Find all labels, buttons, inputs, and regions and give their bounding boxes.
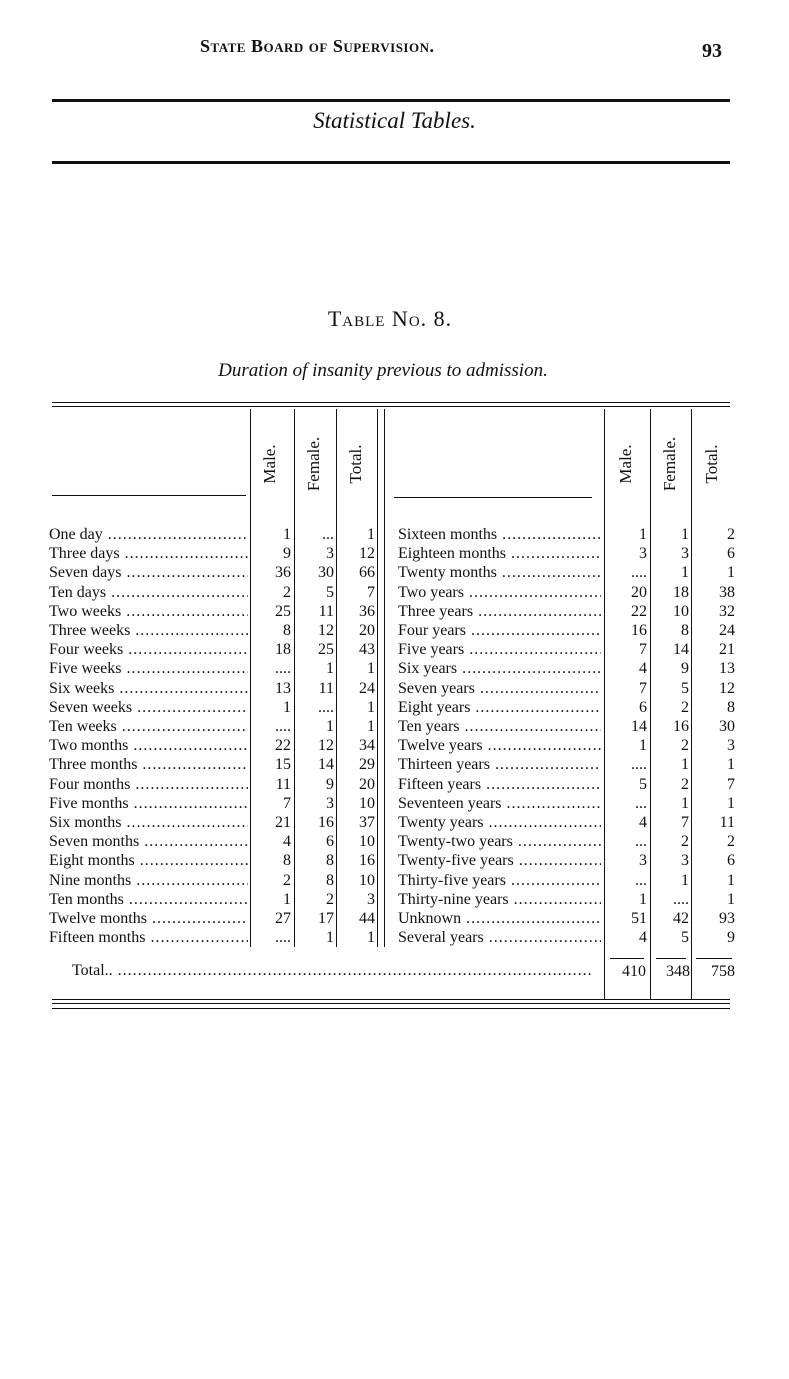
header-rule-left — [52, 495, 246, 496]
row-label: Two weeks ..... — [49, 602, 248, 621]
row-label: Eight months ..... — [49, 851, 248, 870]
total-values — [0, 962, 789, 981]
total-rule-female — [656, 958, 686, 959]
row-label: Ten years ..... — [398, 717, 601, 736]
row-label: Thirteen years ..... — [398, 755, 601, 774]
row-label: Unknown ..... — [398, 909, 601, 928]
row-label: Seven weeks ..... — [49, 698, 248, 717]
row-label: Four years ..... — [398, 621, 601, 640]
header-rule-bottom — [52, 161, 730, 164]
table-title: Table No. 8. — [327, 306, 453, 331]
male-value: 1 — [639, 526, 647, 543]
total-value: 38 — [719, 583, 735, 601]
row-label: Twenty years ..... — [398, 813, 601, 832]
female-value: 11 — [318, 679, 334, 697]
female-value: 14 — [673, 641, 689, 659]
female-value: 1 — [681, 526, 689, 543]
table-row — [0, 813, 789, 832]
male-value: 1 — [639, 890, 647, 908]
table-row — [0, 621, 789, 640]
total-value: 1 — [727, 564, 735, 582]
column-header-total-right: Total. — [702, 444, 721, 484]
male-value: 18 — [275, 641, 291, 659]
table-row — [0, 755, 789, 774]
row-label: Twenty-five years ..... — [398, 851, 601, 870]
row-label: Ten weeks ..... — [49, 717, 248, 736]
total-value: 44 — [359, 910, 375, 927]
table-row — [0, 851, 789, 870]
male-value: 1 — [283, 526, 291, 543]
total-value: 3 — [367, 890, 375, 908]
total-value: 1 — [727, 890, 735, 908]
female-value: 3 — [681, 852, 689, 870]
male-value: 6 — [639, 698, 647, 716]
female-value: 6 — [326, 833, 334, 851]
male-value: 13 — [275, 679, 291, 697]
table-top-rule-1 — [52, 402, 730, 403]
table-row — [0, 871, 789, 890]
male-value: 15 — [275, 756, 291, 774]
row-label: Eight years ..... — [398, 698, 601, 717]
row-label: Thirty-five years ..... — [398, 871, 601, 890]
male-value: ... — [635, 833, 647, 851]
total-value: 21 — [719, 641, 735, 659]
female-value: 11 — [318, 602, 334, 620]
total-value: 36 — [359, 602, 375, 620]
table-row — [0, 928, 789, 947]
row-label: Twenty months ..... — [398, 563, 601, 582]
female-value: 12 — [318, 737, 334, 755]
row-label: Seven months ..... — [49, 832, 248, 851]
total-value: 1 — [367, 718, 375, 735]
row-label: Five months ..... — [49, 794, 248, 813]
row-label: Twelve years ..... — [398, 736, 601, 755]
row-label: Several years ..... — [398, 928, 601, 947]
column-header-female-left: Female. — [304, 436, 323, 492]
male-value: 4 — [283, 833, 291, 851]
row-label: Two years ..... — [398, 583, 601, 602]
male-value: 4 — [639, 814, 647, 831]
total-value: 6 — [727, 852, 735, 870]
row-label: Three days ..... — [49, 544, 248, 563]
female-value: 2 — [326, 890, 334, 908]
table-row — [0, 602, 789, 621]
table-row — [0, 909, 789, 928]
total-value: 1 — [367, 698, 375, 716]
table-row — [0, 525, 789, 544]
female-value: 1 — [326, 929, 334, 947]
female-value: 1 — [681, 756, 689, 774]
total-value: 2 — [727, 833, 735, 851]
total-value: 10 — [359, 794, 375, 812]
male-value: 7 — [639, 679, 647, 697]
total-value: 37 — [359, 814, 375, 831]
male-value: 20 — [631, 583, 647, 601]
female-value: 7 — [681, 814, 689, 831]
female-value: 1 — [681, 564, 689, 582]
row-label: Two months ..... — [49, 736, 248, 755]
total-value: 11 — [719, 814, 735, 831]
table-bottom-rule-1 — [52, 999, 730, 1000]
male-value: ... — [635, 794, 647, 812]
column-header-male-right: Male. — [616, 444, 635, 484]
female-value: 2 — [681, 775, 689, 793]
table-caption: Duration of insanity previous to admission. — [218, 360, 548, 381]
table-row — [0, 832, 789, 851]
male-value: .... — [275, 660, 291, 678]
male-value: 7 — [283, 794, 291, 812]
row-label: Twelve months ..... — [49, 909, 248, 928]
total-rule-male — [610, 958, 644, 959]
row-label: Five weeks ..... — [49, 659, 248, 678]
total-value: 2 — [727, 526, 735, 543]
total-value: 16 — [359, 852, 375, 870]
row-label: Six years ..... — [398, 659, 601, 678]
row-label: One day ..... — [49, 525, 248, 544]
male-value: 4 — [639, 929, 647, 947]
male-value: 7 — [639, 641, 647, 659]
header-rule-top — [52, 99, 730, 102]
female-value: 42 — [673, 910, 689, 927]
male-value: 2 — [283, 583, 291, 601]
male-value: 21 — [275, 814, 291, 831]
row-label: Ten days ..... — [49, 583, 248, 602]
table-row — [0, 583, 789, 602]
table-top-rule-2 — [52, 406, 730, 407]
male-value: 51 — [631, 910, 647, 927]
male-value: 3 — [639, 545, 647, 563]
total-value: 3 — [727, 737, 735, 755]
female-value: 8 — [326, 871, 334, 889]
total-value: 12 — [719, 679, 735, 697]
female-value: 8 — [326, 852, 334, 870]
total-rule-total — [696, 958, 732, 959]
male-value: 1 — [283, 698, 291, 716]
total-value: 43 — [359, 641, 375, 659]
row-label: Ten months ..... — [49, 890, 248, 909]
male-value: 27 — [275, 910, 291, 927]
total-value: 7 — [367, 583, 375, 601]
row-label: Fifteen years ..... — [398, 775, 601, 794]
total-value: 1 — [727, 871, 735, 889]
female-value: 2 — [681, 737, 689, 755]
table-row — [0, 679, 789, 698]
row-label: Four months ..... — [49, 775, 248, 794]
female-value: 3 — [326, 794, 334, 812]
female-value: 5 — [326, 583, 334, 601]
female-value: 1 — [681, 794, 689, 812]
male-value: 14 — [631, 718, 647, 735]
row-label: Sixteen months ..... — [398, 525, 601, 544]
female-value: 3 — [681, 545, 689, 563]
female-value: 25 — [318, 641, 334, 659]
male-value: 5 — [639, 775, 647, 793]
row-label: Eighteen months ..... — [398, 544, 601, 563]
male-value: 36 — [275, 564, 291, 582]
total-value: 32 — [719, 602, 735, 620]
table-row — [0, 698, 789, 717]
table-row — [0, 563, 789, 582]
total-female: 348 — [666, 963, 690, 980]
female-value: ... — [322, 526, 334, 543]
table-row — [0, 640, 789, 659]
male-value: 22 — [631, 602, 647, 620]
table-row — [0, 775, 789, 794]
male-value: 9 — [283, 545, 291, 563]
total-value: 9 — [727, 929, 735, 947]
female-value: 30 — [318, 564, 334, 582]
female-value: 1 — [681, 871, 689, 889]
total-value: 34 — [359, 737, 375, 755]
female-value: 12 — [318, 622, 334, 639]
page-number: 93 — [702, 40, 722, 62]
male-value: 16 — [631, 622, 647, 639]
row-label: Six weeks ..... — [49, 679, 248, 698]
row-label: Twenty-two years ..... — [398, 832, 601, 851]
total-male: 410 — [622, 963, 646, 980]
female-value: 9 — [681, 660, 689, 678]
section-title: Statistical Tables. — [313, 108, 476, 133]
total-value: 8 — [727, 698, 735, 716]
female-value: 18 — [673, 583, 689, 601]
table-row — [0, 736, 789, 755]
total-value: 20 — [359, 622, 375, 639]
total-value: 10 — [359, 871, 375, 889]
female-value: 10 — [673, 602, 689, 620]
row-label: Seven days ..... — [49, 563, 248, 582]
row-label: Seventeen years ..... — [398, 794, 601, 813]
column-header-total-left: Total. — [346, 444, 365, 484]
female-value: 17 — [318, 910, 334, 927]
row-label: Three years ..... — [398, 602, 601, 621]
total-value: 1 — [367, 929, 375, 947]
table-bottom-rule-3 — [52, 1008, 730, 1009]
total-value: 1 — [367, 660, 375, 678]
male-value: 1 — [639, 737, 647, 755]
total-value: 6 — [727, 545, 735, 563]
male-value: 11 — [275, 775, 291, 793]
total-value: 1 — [367, 526, 375, 543]
male-value: 25 — [275, 602, 291, 620]
total-value: 1 — [727, 794, 735, 812]
column-header-female-right: Female. — [660, 436, 679, 492]
table-row — [0, 890, 789, 909]
female-value: 2 — [681, 833, 689, 851]
table-row — [0, 544, 789, 563]
total-value: 66 — [359, 564, 375, 582]
table-row — [0, 717, 789, 736]
header-rule-right — [394, 497, 592, 498]
female-value: 8 — [681, 622, 689, 639]
table-row — [0, 794, 789, 813]
table-bottom-rule-2 — [52, 1003, 730, 1004]
female-value: .... — [318, 698, 334, 716]
male-value: 4 — [639, 660, 647, 678]
row-label: Five years ..... — [398, 640, 601, 659]
total-value: 20 — [359, 775, 375, 793]
row-label: Nine months ..... — [49, 871, 248, 890]
male-value: .... — [275, 718, 291, 735]
male-value: 3 — [639, 852, 647, 870]
male-value: .... — [275, 929, 291, 947]
female-value: 3 — [326, 545, 334, 563]
female-value: 1 — [326, 718, 334, 735]
row-label: Seven years ..... — [398, 679, 601, 698]
row-label: Four weeks ..... — [49, 640, 248, 659]
male-value: .... — [631, 756, 647, 774]
female-value: 9 — [326, 775, 334, 793]
total-value: 10 — [359, 833, 375, 851]
female-value: .... — [673, 890, 689, 908]
female-value: 14 — [318, 756, 334, 774]
column-header-male-left: Male. — [260, 444, 279, 484]
total-value: 93 — [719, 910, 735, 927]
male-value: 8 — [283, 852, 291, 870]
table-row — [0, 659, 789, 678]
male-value: .... — [631, 564, 647, 582]
female-value: 16 — [318, 814, 334, 831]
female-value: 5 — [681, 929, 689, 947]
total-label: Total.. ..... — [72, 960, 592, 982]
male-value: 22 — [275, 737, 291, 755]
male-value: ... — [635, 871, 647, 889]
row-label: Three weeks ..... — [49, 621, 248, 640]
female-value: 16 — [673, 718, 689, 735]
total-value: 12 — [359, 545, 375, 563]
total-value: 1 — [727, 756, 735, 774]
total-value: 7 — [727, 775, 735, 793]
total-value: 13 — [719, 660, 735, 678]
running-head: State Board of Supervision. — [200, 36, 435, 56]
female-value: 5 — [681, 679, 689, 697]
row-label: Fifteen months ..... — [49, 928, 248, 947]
total-value: 29 — [359, 756, 375, 774]
row-label: Three months ..... — [49, 755, 248, 774]
total-value: 24 — [719, 622, 735, 639]
female-value: 1 — [326, 660, 334, 678]
row-label: Six months ..... — [49, 813, 248, 832]
row-label: Thirty-nine years ..... — [398, 890, 601, 909]
male-value: 1 — [283, 890, 291, 908]
total-value: 24 — [359, 679, 375, 697]
total-value: 30 — [719, 718, 735, 735]
total-total: 758 — [711, 963, 735, 980]
female-value: 2 — [681, 698, 689, 716]
male-value: 2 — [283, 871, 291, 889]
male-value: 8 — [283, 622, 291, 639]
